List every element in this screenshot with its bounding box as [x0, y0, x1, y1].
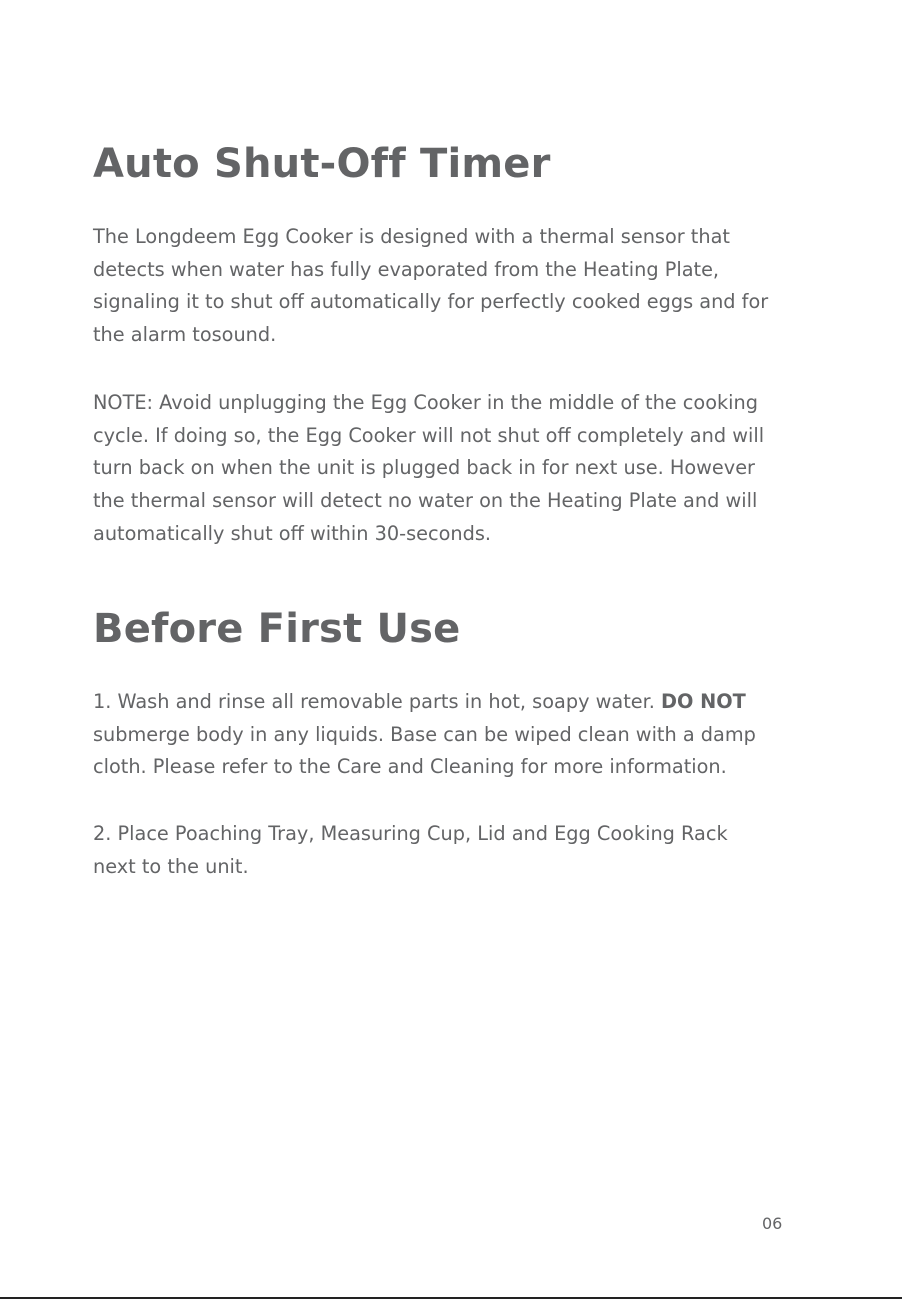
text-line: turn back on when the unit is plugged back in for next use. However — [93, 456, 755, 480]
text-line: the alarm tosound. — [93, 323, 277, 347]
step-2-placement-instructions — [93, 818, 813, 883]
section-title-auto-shut-off: Auto Shut-Off Timer — [93, 141, 551, 187]
auto-shut-off-description — [93, 221, 813, 352]
text-line: the thermal sensor will detect no water on the Heating Plate and will — [93, 489, 758, 513]
page-number: 06 — [762, 1214, 783, 1233]
text-line: submerge body in any liquids. Base can be wiped clean with a damp — [93, 722, 756, 746]
section-title-before-first-use: Before First Use — [93, 606, 461, 652]
text-line: automatically shut off within 30-seconds. — [93, 521, 492, 545]
do-not-warning: DO NOT — [661, 690, 746, 713]
text-line: signaling it to shut off automatically for perfectly cooked eggs and for — [93, 290, 769, 314]
step-1-text: 1. Wash and rinse all removable parts in hot, soapy water. — [93, 690, 662, 713]
text-line: detects when water has fully evaporated from the Heating Plate, — [93, 257, 720, 281]
text-line — [93, 686, 813, 719]
text-line: cycle. If doing so, the Egg Cooker will not shut off completely and will — [93, 423, 765, 447]
step-1-wash-instructions — [93, 686, 813, 784]
text-line: 2. Place Poaching Tray, Measuring Cup, Lid and Egg Cooking Rack — [93, 822, 728, 845]
text-line: next to the unit. — [93, 854, 249, 878]
unplugging-note — [93, 387, 813, 551]
text-line: cloth. Please refer to the Care and Cleaning for more information. — [93, 755, 727, 779]
text-line: The Longdeem Egg Cooker is designed with a thermal sensor that — [93, 225, 730, 248]
text-line: NOTE: Avoid unplugging the Egg Cooker in the middle of the cooking — [93, 391, 758, 414]
